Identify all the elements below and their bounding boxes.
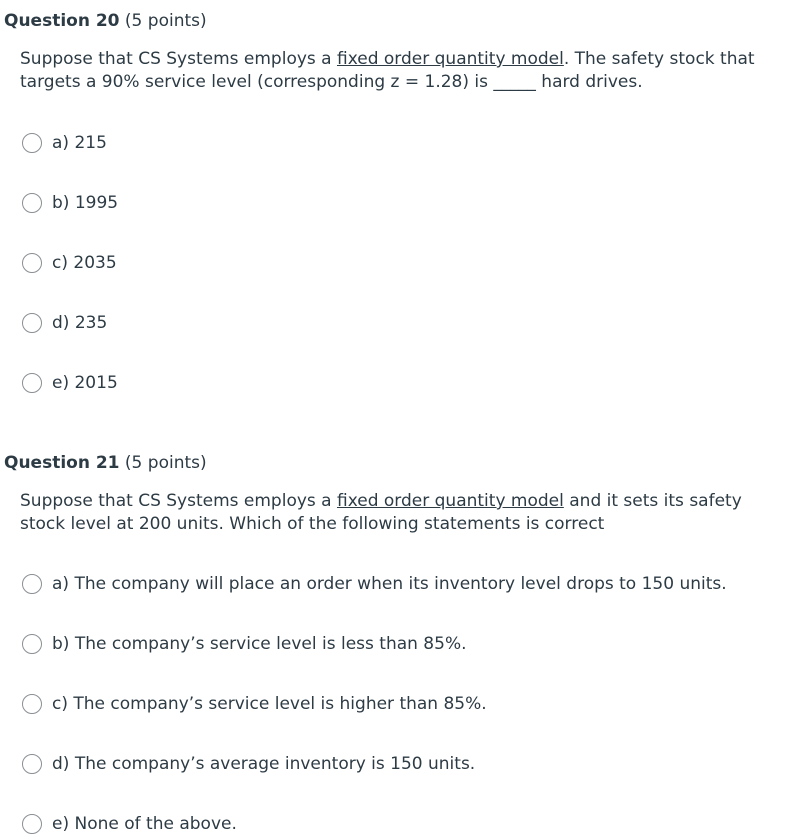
answer-option-d[interactable]: [22, 751, 475, 777]
radio-button[interactable]: [22, 694, 42, 714]
radio-button[interactable]: [22, 814, 42, 834]
answer-option-b[interactable]: [22, 190, 118, 216]
answer-label: c) The company’s service level is higher than 85%.: [52, 694, 487, 714]
radio-button[interactable]: [22, 574, 42, 594]
radio-button[interactable]: [22, 133, 42, 153]
radio-button[interactable]: [22, 193, 42, 213]
answer-label: e) None of the above.: [52, 814, 237, 834]
question-points: (5 points): [124, 11, 207, 31]
answer-label: c) 2035: [52, 253, 117, 273]
radio-button[interactable]: [22, 754, 42, 774]
question-text-before: Suppose that CS Systems employs a: [20, 49, 337, 69]
radio-button[interactable]: [22, 634, 42, 654]
question-title: Question 20: [4, 11, 120, 31]
answer-label: e) 2015: [52, 373, 118, 393]
answer-option-c[interactable]: [22, 691, 487, 717]
answer-label: d) The company’s average inventory is 150 units.: [52, 754, 476, 774]
answer-option-e[interactable]: [22, 811, 237, 837]
answer-label: a) The company will place an order when its inventory level drops to 150 units.: [52, 574, 727, 594]
question-text-before: Suppose that CS Systems employs a: [20, 491, 337, 511]
answer-option-d[interactable]: [22, 310, 107, 336]
question-title: Question 21: [4, 453, 120, 473]
question-text: [20, 48, 790, 94]
radio-button[interactable]: [22, 373, 42, 393]
question-text-after: . The safety stock that targets a 90% service level (corresponding z = 1.28) is _____ hard drives.: [20, 49, 755, 92]
answer-label: a) 215: [52, 133, 107, 153]
answer-label: b) 1995: [52, 193, 119, 213]
answer-label: d) 235: [52, 313, 108, 333]
answer-option-a[interactable]: [22, 130, 107, 156]
radio-button[interactable]: [22, 313, 42, 333]
answer-option-b[interactable]: [22, 631, 467, 657]
question-header: [4, 452, 207, 474]
radio-button[interactable]: [22, 253, 42, 273]
answer-option-e[interactable]: [22, 370, 118, 396]
answer-option-c[interactable]: [22, 250, 117, 276]
answer-label: b) The company’s service level is less than 85%.: [52, 634, 467, 654]
glossary-term-link[interactable]: fixed order quantity model: [337, 491, 564, 511]
glossary-term-link[interactable]: fixed order quantity model: [337, 49, 564, 69]
answer-option-a[interactable]: [22, 571, 727, 597]
question-text-after: and it sets its safety stock level at 200 units. Which of the following statements is correct: [20, 491, 742, 534]
question-points: (5 points): [124, 453, 207, 473]
question-text: [20, 490, 790, 536]
question-header: [4, 10, 207, 32]
